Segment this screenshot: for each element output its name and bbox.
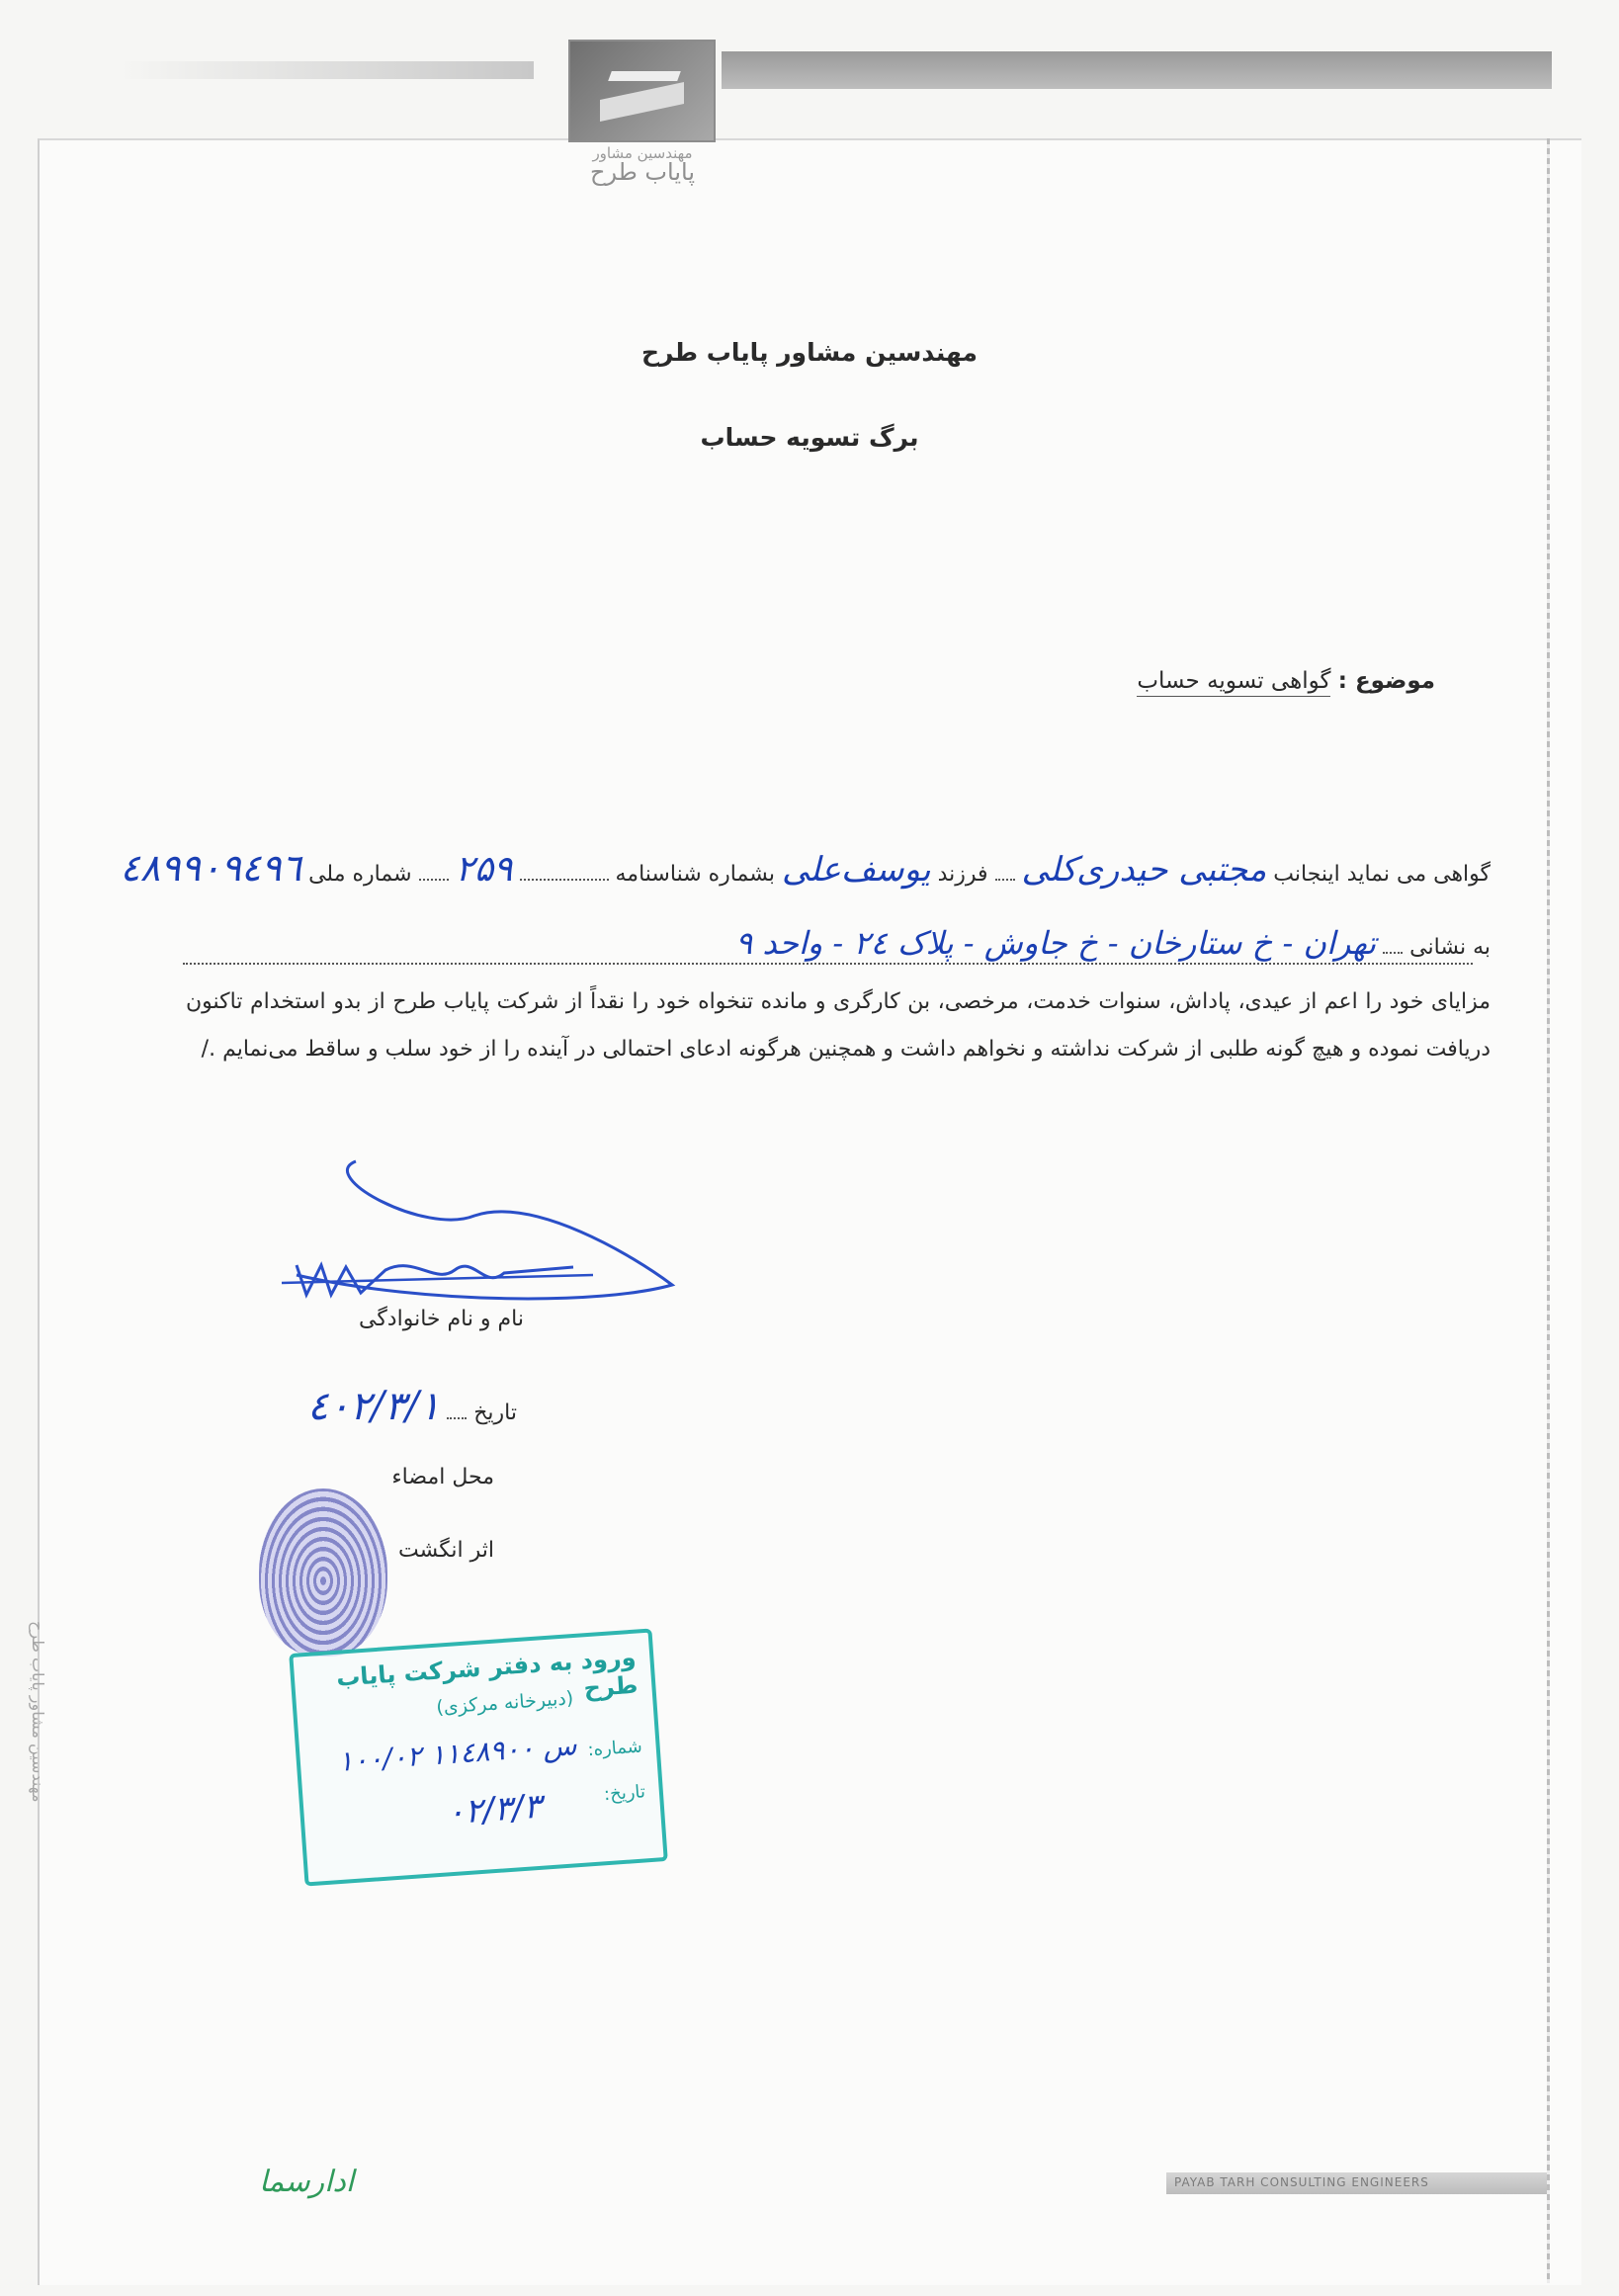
fingerprint-label: اثر انگشت <box>398 1538 494 1563</box>
office-entry-stamp <box>289 1628 668 1886</box>
form-line-identity <box>120 846 1491 890</box>
national-id-label: شماره ملی <box>308 862 412 887</box>
stamp-number-value: ۱۰۰/۰۲ س ۱۱٤٨۹۰۰ <box>336 1729 578 1778</box>
dots <box>419 871 449 881</box>
date-row <box>307 1384 517 1429</box>
side-watermark: مهندسین مشاور پایاب طرح <box>29 1621 47 1803</box>
national-id-value: ٤٨٩٩٠٩٤٩٦ <box>120 846 302 890</box>
stamp-date-label: تاریخ: <box>603 1781 646 1806</box>
address-dotted-line <box>183 959 1473 965</box>
subject-value: گواهی تسویه حساب <box>1137 668 1330 697</box>
signature-icon <box>277 1156 692 1315</box>
full-name-label: نام و نام خانوادگی <box>358 1307 524 1331</box>
margin-note: ادارسما <box>259 2165 355 2199</box>
company-heading: مهندسین مشاور پایاب طرح <box>640 338 979 367</box>
id-label: بشماره شناسنامه <box>615 862 775 887</box>
date-value: ٤٠٢/٣/١ <box>306 1384 441 1429</box>
stamp-title: ورود به دفتر شرکت پایاب طرح <box>335 1643 639 1703</box>
father-label: فرزند <box>937 862 988 887</box>
dots <box>995 871 1015 881</box>
page-frame <box>38 138 1581 2285</box>
name-value: مجتبی حیدری‌کلی <box>1021 850 1267 890</box>
footer-text: PAYAB TARH CONSULTING ENGINEERS <box>1174 2175 1429 2189</box>
letterhead-band-left <box>119 61 534 79</box>
address-label: به نشانی <box>1409 935 1491 960</box>
certify-label: گواهی می نماید اینجانب <box>1273 862 1491 887</box>
stamp-date-value: ۰۲/۳/۳ <box>445 1786 544 1833</box>
id-value: ۲۵۹ <box>455 849 513 890</box>
signature-place-label: محل امضاء <box>391 1465 494 1489</box>
stamp-number-label: شماره: <box>586 1736 643 1761</box>
logo-name: پایاب طرح <box>589 158 696 186</box>
page-edge <box>1547 138 1550 2283</box>
dots <box>447 1409 467 1419</box>
subject-label: موضوع : <box>1337 668 1435 694</box>
logo-subtitle: مهندسین مشاور <box>592 144 693 162</box>
form-line-address <box>735 924 1491 962</box>
dots <box>520 871 609 881</box>
stamp-subtitle: (دبیرخانه مرکزی) <box>435 1687 574 1719</box>
letterhead-band <box>722 51 1552 89</box>
address-value: تهران - خ ستارخان - خ جاوش - پلاک ٢٤ - واحد ۹ <box>734 924 1377 962</box>
dots <box>1383 944 1403 954</box>
subject-line <box>1137 668 1435 694</box>
settlement-paragraph: مزایای خود را اعم از عیدی، پاداش، سنوات خدمت، مرخصی، بن کارگری و مانده تنخواه خود را نقداً از شرکت پایاب طرح از بدو استخدام تاکنون دریافت نموده و هیچ گونه طلبی از شرکت نداشته و نخواهم داشت و همچنین هرگونه ادعای احتمالی در آینده را از خود سلب و ساقط می‌نمایم ./ <box>186 989 1491 1062</box>
company-logo-icon <box>568 40 716 142</box>
fingerprint-icon <box>259 1488 387 1657</box>
father-value: یوسف‌علی <box>781 850 931 890</box>
date-label: تاریخ <box>473 1401 517 1425</box>
form-title: برگ تسویه حساب <box>700 423 919 452</box>
